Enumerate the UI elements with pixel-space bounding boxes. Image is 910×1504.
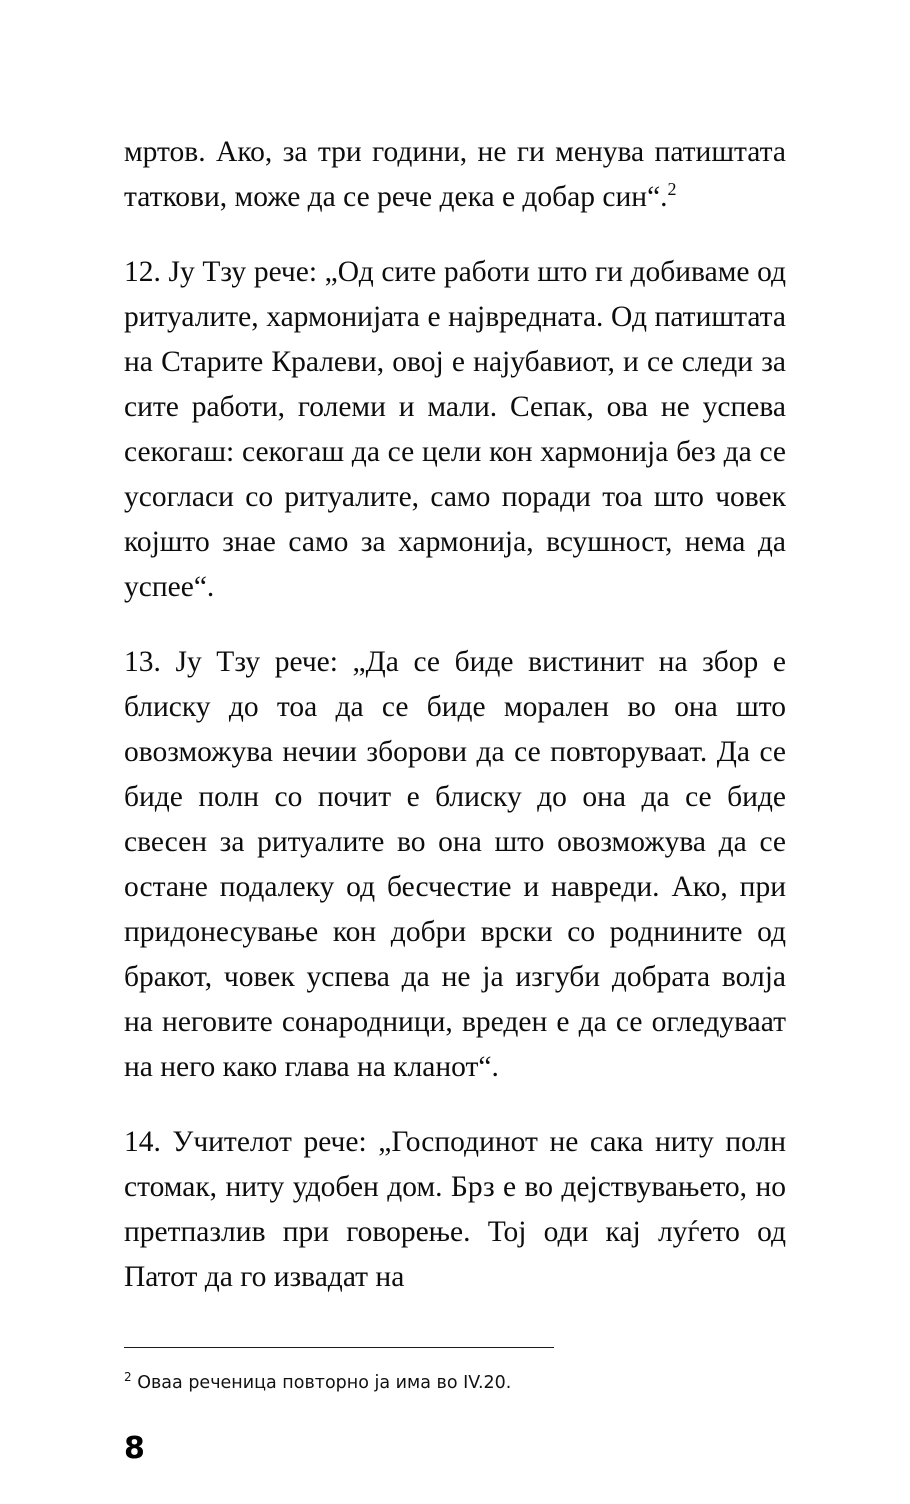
footnote-entry (124, 1370, 786, 1396)
paragraph-12: 12. Ју Тзу рече: „Од сите работи што ги добиваме од ритуалите, хармонијата е највредната. Од патиштата на Старите Кралеви, овој е најубавиот, и се следи за сите работи, големи и мали. Сепак, ова не успева секогаш: секогаш да се цели кон хармонија без да се усогласи со ритуалите, само поради тоа што човек којшто знае само за хармонија, всушност, нема да успее“. (124, 256, 786, 603)
paragraph-14: 14. Учителот рече: „Господинот не сака ниту полн стомак, ниту удобен дом. Брз е во дејствувањето, но претпазлив при говорење. Тој оди кај луѓето од Патот да го извадат на (124, 1126, 786, 1293)
footnote-separator-rule (124, 1347, 554, 1348)
paragraph-13: 13. Ју Тзу рече: „Да се биде вистинит на збор е блиску до тоа да се биде морален во она што овозможува нечии зборови да се повторуваат. Да се биде полн со почит е блиску до она да се биде свесен за ритуалите во она што овозможува да се остане подалеку од бесчестие и навреди. Ако, при придонесување кон добри врски со роднините од бракот, човек успева да не ја изгуби добрата волја на неговите сонародници, вреден е да се огледуваат на него како глава на кланот“. (124, 646, 786, 1083)
footnote-area (124, 1347, 786, 1396)
paragraph-continued (124, 130, 786, 220)
page-number: 8 (124, 1431, 145, 1466)
paragraph-text: мртов. Ако, за три години, не ги менува патиштата таткови, може да се рече дека е добар син“. (124, 136, 786, 213)
footnote-entry-marker: 2 (124, 1370, 132, 1385)
footnote-entry-text: Оваа реченица повторно ја има во IV.20. (137, 1373, 512, 1393)
footnote-reference[interactable]: 2 (667, 179, 677, 200)
